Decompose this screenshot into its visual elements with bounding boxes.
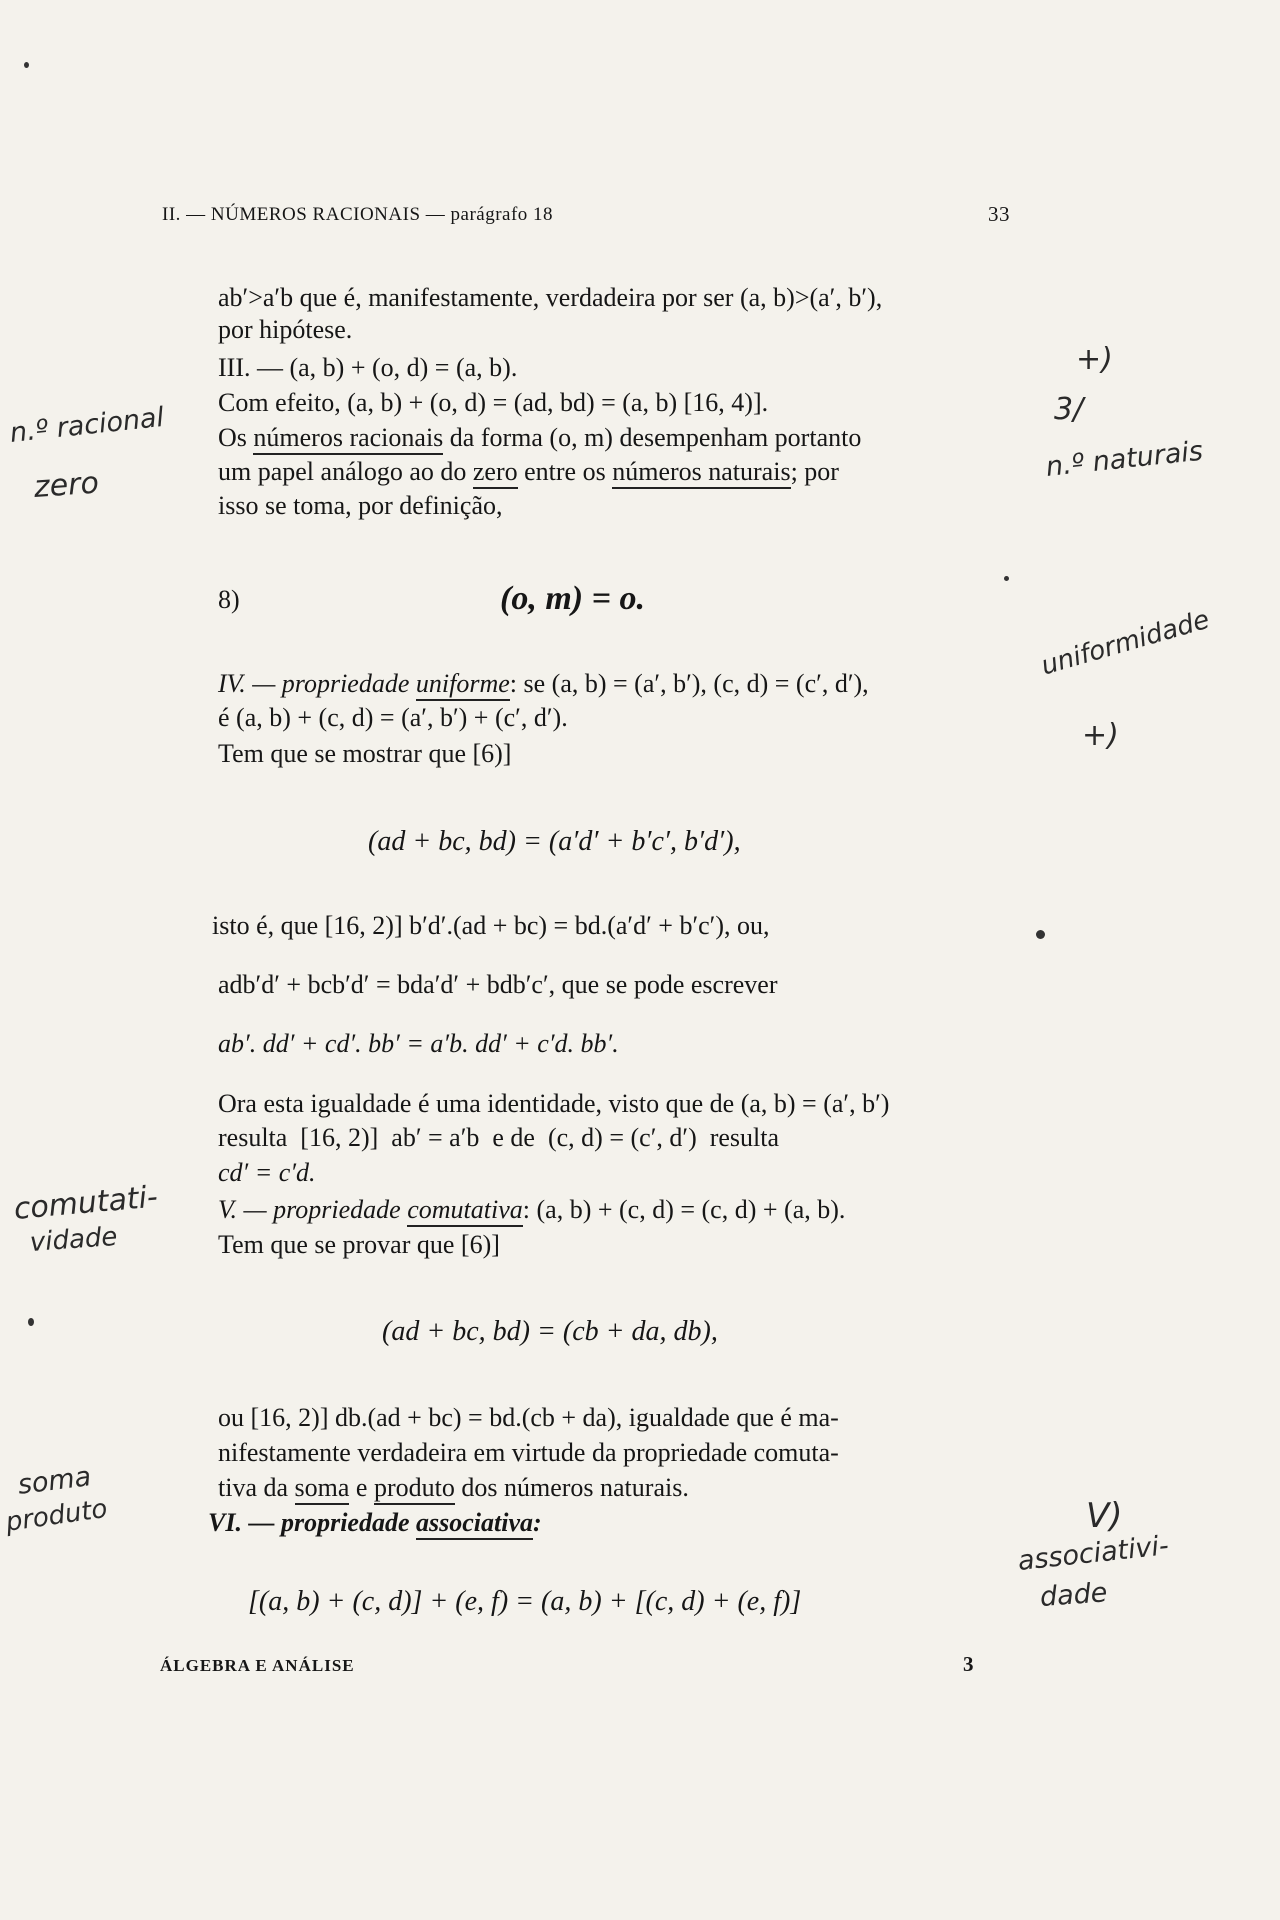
text-line: Ora esta igualdade é uma identidade, visto que de (a, b) = (a′, b′) bbox=[218, 1089, 890, 1118]
text-line: ab′. dd′ + cd′. bb′ = a′b. dd′ + c′d. bb′. bbox=[218, 1029, 619, 1058]
margin-note: produto bbox=[3, 1493, 110, 1538]
equation-label: 8) bbox=[218, 585, 240, 614]
property-iii: III. — (a, b) + (o, d) = (a, b). bbox=[218, 353, 518, 382]
property-iv: IV. — propriedade uniforme: se (a, b) = (a′, b′), (c, d) = (c′, d′), bbox=[218, 668, 869, 699]
property-vi: VI. — propriedade associativa: bbox=[208, 1507, 542, 1538]
text-line: ou [16, 2)] db.(ad + bc) = bd.(cb + da), igualdade que é ma- bbox=[218, 1403, 839, 1432]
ink-speck bbox=[1036, 930, 1045, 939]
property-v: V. — propriedade comutativa: (a, b) + (c, d) = (c, d) + (a, b). bbox=[218, 1194, 845, 1225]
ink-speck bbox=[24, 62, 29, 68]
text-line: Os números racionais da forma (o, m) desempenham portanto bbox=[218, 422, 861, 453]
ink-speck bbox=[28, 1318, 34, 1326]
margin-note: +) bbox=[1076, 342, 1113, 377]
underlined-term: associativa bbox=[416, 1508, 533, 1540]
equation-8: (o, m) = o. bbox=[500, 580, 645, 617]
margin-note: uniformidade bbox=[1037, 604, 1213, 682]
underlined-term: números naturais bbox=[612, 457, 790, 489]
underlined-term: números racionais bbox=[253, 423, 443, 455]
underlined-term: soma bbox=[295, 1473, 350, 1505]
underlined-term: zero bbox=[473, 457, 518, 489]
margin-note: vidade bbox=[28, 1221, 119, 1258]
margin-note: comutati- bbox=[12, 1179, 160, 1227]
text-line: um papel análogo ao do zero entre os números naturais; por bbox=[218, 456, 839, 487]
text-line: ab′>a′b que é, manifestamente, verdadeira por ser (a, b)>(a′, b′), bbox=[218, 283, 883, 312]
margin-note: +) bbox=[1082, 718, 1119, 753]
underlined-term: produto bbox=[374, 1473, 455, 1505]
text-line: nifestamente verdadeira em virtude da propriedade comuta- bbox=[218, 1438, 839, 1467]
running-header: II. — NÚMEROS RACIONAIS — parágrafo 18 bbox=[162, 204, 554, 225]
text-line: Com efeito, (a, b) + (o, d) = (ad, bd) = (a, b) [16, 4)]. bbox=[218, 388, 769, 417]
equation: (ad + bc, bd) = (a′d′ + b′c′, b′d′), bbox=[368, 826, 741, 857]
ink-speck bbox=[1004, 576, 1009, 581]
text-line: tiva da soma e produto dos números naturais. bbox=[218, 1472, 689, 1503]
text-line: adb′d′ + bcb′d′ = bda′d′ + bdb′c′, que se pode escrever bbox=[218, 970, 778, 999]
margin-note: zero bbox=[32, 465, 100, 505]
text-line: resulta [16, 2)] ab′ = a′b e de (c, d) = (c′, d′) resulta bbox=[218, 1123, 780, 1152]
text-line: isto é, que [16, 2)] b′d′.(ad + bc) = bd.(a′d′ + b′c′), ou, bbox=[212, 911, 770, 940]
text-line: cd′ = c′d. bbox=[218, 1158, 316, 1187]
text-line: isso se toma, por definição, bbox=[218, 491, 503, 520]
equation: (ad + bc, bd) = (cb + da, db), bbox=[382, 1316, 718, 1347]
underlined-term: comutativa bbox=[407, 1195, 523, 1227]
equation: [(a, b) + (c, d)] + (e, f) = (a, b) + [(c, d) + (e, f)] bbox=[248, 1586, 802, 1617]
margin-note: n.º racional bbox=[8, 401, 166, 449]
footer-title: ÁLGEBRA E ANÁLISE bbox=[160, 1656, 355, 1675]
margin-note: associativi- bbox=[1016, 1530, 1171, 1577]
text-line: é (a, b) + (c, d) = (a′, b′) + (c′, d′). bbox=[218, 703, 568, 732]
margin-note: 3/ bbox=[1054, 392, 1084, 427]
underlined-term: uniforme bbox=[416, 669, 510, 701]
page-number: 33 bbox=[988, 202, 1010, 226]
margin-note: n.º naturais bbox=[1044, 435, 1205, 483]
text-line: Tem que se provar que [6)] bbox=[218, 1230, 500, 1259]
margin-note: soma bbox=[16, 1461, 93, 1501]
margin-note: dade bbox=[1038, 1577, 1109, 1613]
footer-signature: 3 bbox=[963, 1652, 975, 1676]
margin-note: V) bbox=[1086, 1496, 1123, 1536]
text-line: por hipótese. bbox=[218, 315, 353, 344]
text-line: Tem que se mostrar que [6)] bbox=[218, 739, 512, 768]
